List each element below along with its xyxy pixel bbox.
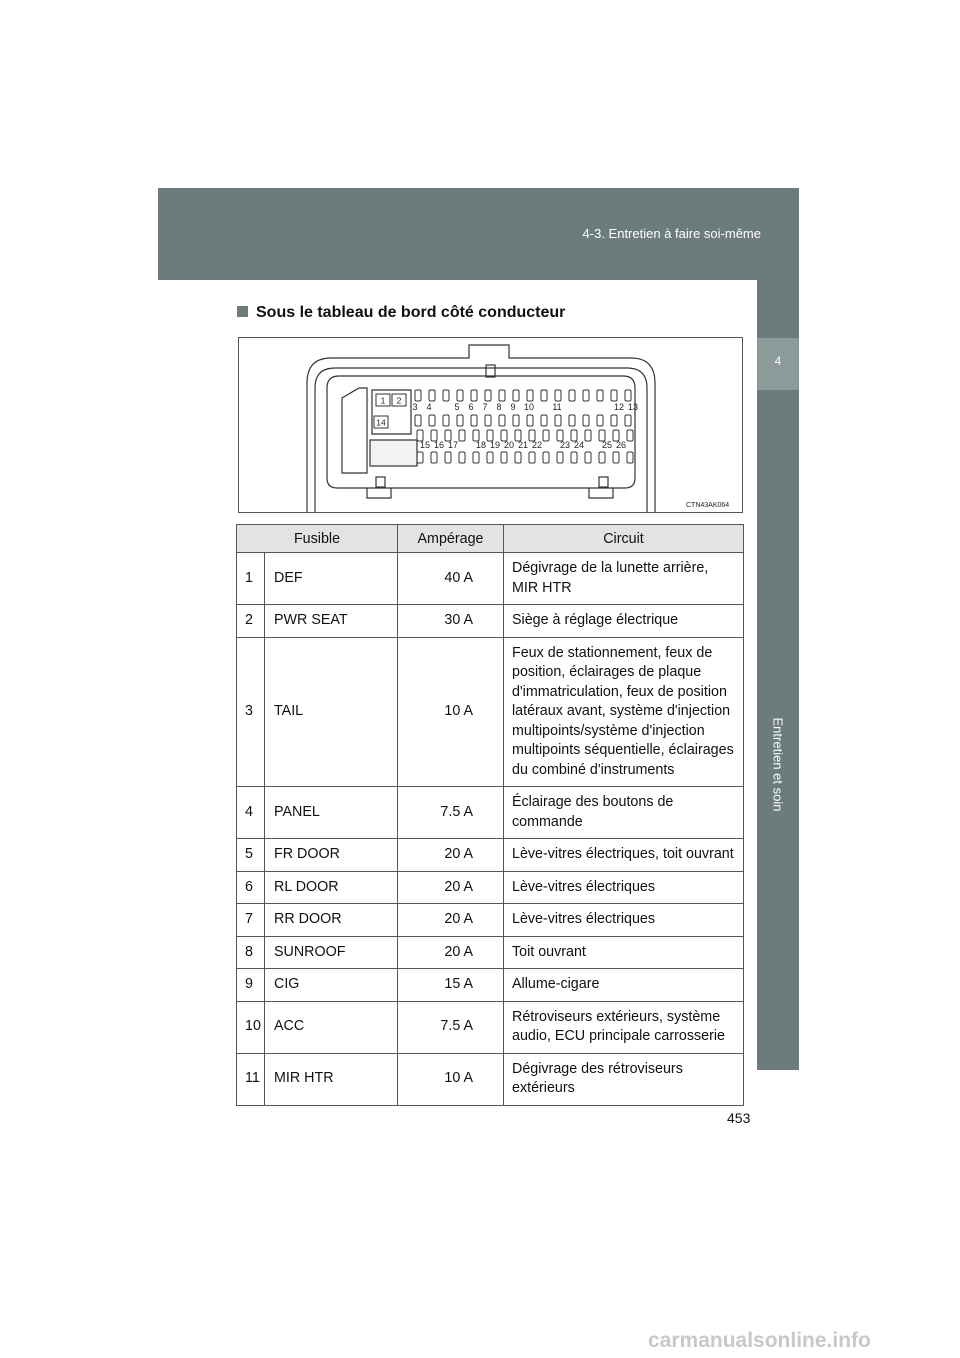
- table-row: [237, 787, 744, 839]
- amperage-cell: 20 A: [398, 904, 504, 937]
- fuse-slot: [583, 390, 589, 401]
- fuse-box-label: 1: [380, 395, 386, 406]
- amperage-cell: 40 A: [398, 553, 504, 605]
- fuse-slot: [529, 452, 535, 463]
- fuse-slot: [555, 390, 561, 401]
- fuse-slot: [625, 415, 631, 426]
- table-row: [237, 1001, 744, 1053]
- fuse-slot-label: 25: [601, 440, 613, 450]
- fuse-slot: [541, 415, 547, 426]
- fuse-slot: [527, 390, 533, 401]
- fuse-slot-label: 11: [552, 402, 562, 412]
- side-tab-label: Entretien et soin: [770, 717, 786, 812]
- fuse-slot: [611, 390, 617, 401]
- table-row: [237, 969, 744, 1002]
- fuse-slot-label: 24: [573, 440, 585, 450]
- fuse-number-cell: 3: [237, 637, 265, 787]
- fuse-slot: [471, 415, 477, 426]
- fuse-number-cell: 2: [237, 605, 265, 638]
- fuse-slot-label: 22: [531, 440, 543, 450]
- table-row: [237, 1053, 744, 1105]
- fuse-box-label: 14: [376, 417, 386, 428]
- fuse-slot-label: 4: [426, 402, 432, 412]
- fuse-table: [236, 524, 744, 1106]
- fuse-slot: [571, 452, 577, 463]
- amperage-cell: 20 A: [398, 936, 504, 969]
- fuse-slot: [513, 415, 519, 426]
- fuse-number-cell: 6: [237, 871, 265, 904]
- side-tab-number: 4: [774, 354, 782, 368]
- circuit-cell: Éclairage des boutons de commande: [504, 787, 744, 839]
- fuse-slot: [569, 415, 575, 426]
- fuse-slot-label: 7: [482, 402, 488, 412]
- fuse-slot: [459, 452, 465, 463]
- fuse-name-cell: PWR SEAT: [265, 605, 398, 638]
- side-tab-number-block: [757, 338, 799, 390]
- table-header-row: [237, 525, 744, 553]
- fuse-slot-label: 15: [419, 440, 431, 450]
- fuse-slot: [457, 390, 463, 401]
- circuit-cell: Lève-vitres électriques: [504, 871, 744, 904]
- section-title-text: Sous le tableau de bord côté conducteur: [256, 304, 566, 321]
- fuse-slot: [499, 415, 505, 426]
- table-row: [237, 871, 744, 904]
- fuse-slot: [597, 415, 603, 426]
- fuse-slot: [429, 415, 435, 426]
- fuse-slot-label: 5: [454, 402, 460, 412]
- fuse-number-cell: 11: [237, 1053, 265, 1105]
- fuse-slot: [585, 430, 591, 441]
- fuse-name-cell: TAIL: [265, 637, 398, 787]
- fuse-slot: [473, 452, 479, 463]
- side-tab: [757, 280, 799, 1070]
- column-header-fuse: Fusible: [237, 525, 398, 553]
- amperage-cell: 20 A: [398, 871, 504, 904]
- amperage-cell: 30 A: [398, 605, 504, 638]
- fuse-slot: [443, 415, 449, 426]
- table-row: [237, 904, 744, 937]
- fuse-slot: [627, 430, 633, 441]
- amperage-cell: 20 A: [398, 839, 504, 872]
- fuse-slot: [443, 390, 449, 401]
- amperage-cell: 7.5 A: [398, 787, 504, 839]
- fuse-name-cell: MIR HTR: [265, 1053, 398, 1105]
- fuse-slot-label: 3: [412, 402, 418, 412]
- fuse-slot-label: 23: [559, 440, 571, 450]
- circuit-cell: Siège à réglage électrique: [504, 605, 744, 638]
- fuse-slot-label: 6: [468, 402, 474, 412]
- fuse-slot-label: 19: [489, 440, 501, 450]
- fuse-slot: [445, 452, 451, 463]
- fuse-slot: [471, 390, 477, 401]
- fuse-slot: [613, 452, 619, 463]
- fuse-slot: [417, 452, 423, 463]
- fuse-slot: [557, 452, 563, 463]
- fuse-box-label: 2: [396, 395, 402, 406]
- fuse-slot: [515, 452, 521, 463]
- fuse-slot: [543, 430, 549, 441]
- fuse-slot-label: 26: [615, 440, 627, 450]
- fuse-slot-label: 9: [510, 402, 516, 412]
- amperage-cell: 10 A: [398, 1053, 504, 1105]
- fuse-slot: [485, 390, 491, 401]
- section-header: 4-3. Entretien à faire soi-même: [582, 226, 761, 241]
- fuse-number-cell: 7: [237, 904, 265, 937]
- circuit-cell: Lève-vitres électriques: [504, 904, 744, 937]
- fuse-slot: [415, 390, 421, 401]
- fuse-slot: [501, 452, 507, 463]
- fuse-slot: [555, 415, 561, 426]
- circuit-cell: Toit ouvrant: [504, 936, 744, 969]
- fuse-slot: [583, 415, 589, 426]
- fuse-number-cell: 5: [237, 839, 265, 872]
- fuse-slot: [415, 415, 421, 426]
- circuit-cell: Dégivrage de la lunette arrière, MIR HTR: [504, 553, 744, 605]
- fuse-slot-label: 20: [503, 440, 515, 450]
- fuse-slot-label: 17: [447, 440, 459, 450]
- fuse-slot-label: 21: [517, 440, 529, 450]
- table-row: [237, 936, 744, 969]
- fuse-slot: [431, 452, 437, 463]
- circuit-cell: Allume-cigare: [504, 969, 744, 1002]
- table-row: [237, 553, 744, 605]
- fuse-slot-label: 13: [627, 402, 639, 412]
- fuse-slot: [569, 390, 575, 401]
- fuse-name-cell: RR DOOR: [265, 904, 398, 937]
- header-band: [158, 188, 799, 280]
- fuse-slot: [513, 390, 519, 401]
- diagram-code: CTN43AK064: [686, 502, 730, 509]
- fuse-name-cell: PANEL: [265, 787, 398, 839]
- fuse-slot: [487, 452, 493, 463]
- circuit-cell: Feux de stationnement, feux de position, éclairages de plaque d'immatriculation, feux de position latéraux avant, système d'injection multipoints/système d'injection multipoints séquentielle, éclairages du combiné d'instruments: [504, 637, 744, 787]
- fuse-slot: [541, 390, 547, 401]
- fuse-slot: [459, 430, 465, 441]
- circuit-cell: Lève-vitres électriques, toit ouvrant: [504, 839, 744, 872]
- fuse-name-cell: FR DOOR: [265, 839, 398, 872]
- circuit-cell: Dégivrage des rétroviseurs extérieurs: [504, 1053, 744, 1105]
- amperage-cell: 15 A: [398, 969, 504, 1002]
- fuse-number-cell: 10: [237, 1001, 265, 1053]
- column-header-circuit: Circuit: [504, 525, 744, 553]
- fuse-name-cell: ACC: [265, 1001, 398, 1053]
- table-row: [237, 637, 744, 787]
- fuse-slot: [597, 390, 603, 401]
- fuse-slot-label: 8: [496, 402, 502, 412]
- fuse-name-cell: CIG: [265, 969, 398, 1002]
- watermark: carmanualsonline.info: [648, 1329, 871, 1352]
- fuse-slot: [499, 390, 505, 401]
- fuse-box-svg: [239, 338, 742, 512]
- page-number: 453: [727, 1110, 751, 1126]
- fuse-slot: [611, 415, 617, 426]
- circuit-cell: Rétroviseurs extérieurs, système audio, ECU principale carrosserie: [504, 1001, 744, 1053]
- fuse-slot-label: 16: [433, 440, 445, 450]
- fuse-box-diagram: [238, 337, 743, 513]
- fuse-name-cell: DEF: [265, 553, 398, 605]
- fuse-name-cell: RL DOOR: [265, 871, 398, 904]
- amperage-cell: 10 A: [398, 637, 504, 787]
- fuse-slot: [457, 415, 463, 426]
- square-bullet-icon: [237, 306, 248, 317]
- fuse-name-cell: SUNROOF: [265, 936, 398, 969]
- fuse-slot: [625, 390, 631, 401]
- section-title: [237, 304, 565, 322]
- fuse-slot-label: 10: [523, 402, 535, 412]
- fuse-slot: [599, 452, 605, 463]
- fuse-slot-label: 18: [475, 440, 487, 450]
- fuse-slot: [543, 452, 549, 463]
- amperage-cell: 7.5 A: [398, 1001, 504, 1053]
- fuse-slot: [485, 415, 491, 426]
- fuse-number-cell: 9: [237, 969, 265, 1002]
- column-header-amperage: Ampérage: [398, 525, 504, 553]
- fuse-slot: [429, 390, 435, 401]
- fuse-number-cell: 4: [237, 787, 265, 839]
- fuse-slot: [627, 452, 633, 463]
- fuse-number-cell: 8: [237, 936, 265, 969]
- fuse-slot: [527, 415, 533, 426]
- fuse-slot: [585, 452, 591, 463]
- table-row: [237, 839, 744, 872]
- fuse-slot-label: 12: [613, 402, 625, 412]
- fuse-number-cell: 1: [237, 553, 265, 605]
- table-row: [237, 605, 744, 638]
